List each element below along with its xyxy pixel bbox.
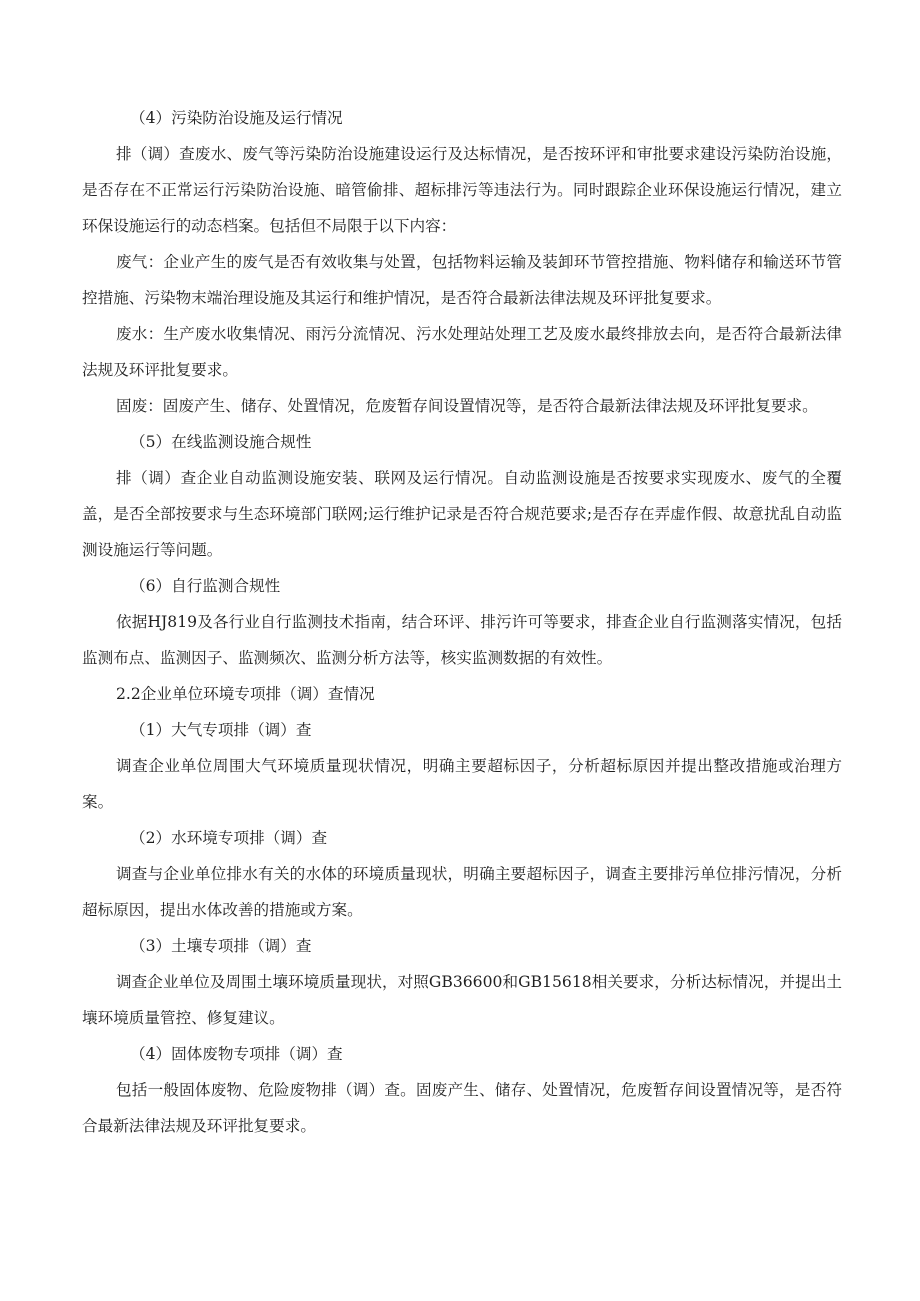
paragraph-facility-check: 排（调）查废水、废气等污染防治设施建设运行及达标情况，是否按环评和审批要求建设污染防治设施，是否存在不正常运行污染防治设施、暗管偷排、超标排污等违法行为。同时跟踪企业环保设施运行情况，建立环保设施运行的动态档案。包括但不局限于以下内容：: [82, 145, 842, 235]
section-heading-air: （1）大气专项排（调）查: [130, 721, 312, 739]
section-heading-soil: （3）土壤专项排（调）查: [130, 937, 312, 955]
paragraph-waste-gas: 废气：企业产生的废气是否有效收集与处置，包括物料运输及装卸环节管控措施、物料储存和输送环节管控措施、污染物末端治理设施及其运行和维护情况，是否符合最新法律法规及环评批复要求。: [82, 253, 842, 307]
paragraph-solid-waste-special: 包括一般固体废物、危险废物排（调）查。固废产生、储存、处置情况，危废暂存间设置情况等，是否符合最新法律法规及环评批复要求。: [82, 1081, 842, 1135]
section-heading-solid-waste: （4）固体废物专项排（调）查: [130, 1045, 343, 1063]
paragraph-waste-water: 废水：生产废水收集情况、雨污分流情况、污水处理站处理工艺及废水最终排放去向，是否符合最新法律法规及环评批复要求。: [82, 325, 842, 379]
section-heading-pollution-facilities: （4）污染防治设施及运行情况: [130, 109, 343, 127]
section-heading-online-monitoring: （5）在线监测设施合规性: [130, 433, 312, 451]
paragraph-online-monitoring: 排（调）查企业自动监测设施安装、联网及运行情况。自动监测设施是否按要求实现废水、废气的全覆盖，是否全部按要求与生态环境部门联网;运行维护记录是否符合规范要求;是否存在弄虚作假、故意扰乱自动监测设施运行等问题。: [82, 469, 842, 559]
paragraph-air: 调查企业单位周围大气环境质量现状情况，明确主要超标因子，分析超标原因并提出整改措施或治理方案。: [82, 757, 842, 811]
paragraph-soil: 调查企业单位及周围土壤环境质量现状，对照GB36600和GB15618相关要求，分析达标情况，并提出土壤环境质量管控、修复建议。: [82, 973, 842, 1027]
paragraph-solid-waste: 固废：固废产生、储存、处置情况，危废暂存间设置情况等，是否符合最新法律法规及环评批复要求。: [116, 397, 818, 415]
section-heading-self-monitoring: （6）自行监测合规性: [130, 577, 281, 595]
paragraph-self-monitoring: 依据HJ819及各行业自行监测技术指南，结合环评、排污许可等要求，排查企业自行监测落实情况，包括监测布点、监测因子、监测频次、监测分析方法等，核实监测数据的有效性。: [82, 613, 842, 667]
section-heading-water: （2）水环境专项排（调）查: [130, 829, 328, 847]
paragraph-water: 调查与企业单位排水有关的水体的环境质量现状，明确主要超标因子，调查主要排污单位排污情况，分析超标原因，提出水体改善的措施或方案。: [82, 865, 842, 919]
document-body: [82, 100, 842, 1144]
section-title-special-investigation: 2.2企业单位环境专项排（调）查情况: [116, 685, 375, 703]
